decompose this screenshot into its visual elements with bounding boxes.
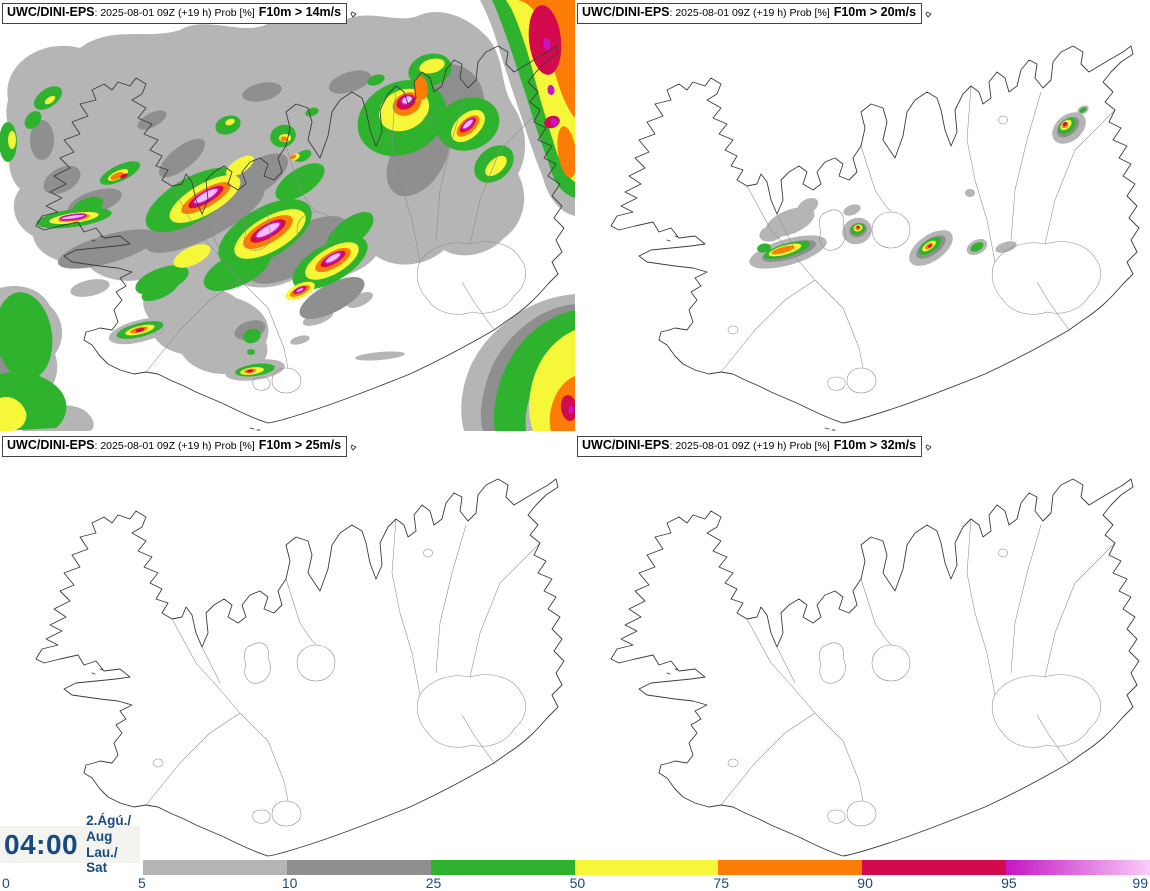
colorbar-segment (287, 860, 431, 875)
iceland-map (575, 0, 1150, 431)
threshold-label: F10m > 20m/s (833, 5, 917, 19)
map-panel-20ms (575, 0, 1150, 431)
map-panel-14ms (0, 0, 575, 431)
run-info: : 2025-08-01 09Z (+19 h) Prob [%] (94, 7, 255, 19)
valid-date-line1: 2.Ágú./ Aug (86, 813, 132, 844)
legend-tick: 25 (425, 875, 442, 891)
valid-date (86, 813, 140, 875)
colorbar-segment (143, 860, 287, 875)
run-info: : 2025-08-01 09Z (+19 h) Prob [%] (669, 7, 830, 19)
valid-time: 04:00 (4, 828, 79, 860)
legend-tick: 10 (281, 875, 298, 891)
threshold-label: F10m > 25m/s (258, 438, 342, 452)
colorbar-segment (862, 860, 1006, 875)
panel-title (2, 3, 347, 24)
legend-tick: 99 (1132, 875, 1148, 891)
panel-title (2, 436, 347, 457)
legend-tick: 50 (569, 875, 586, 891)
legend-tick: 75 (713, 875, 729, 891)
model-name: UWC/DINI-EPS (582, 438, 670, 452)
threshold-label: F10m > 32m/s (833, 438, 917, 452)
map-panel-25ms (0, 433, 575, 858)
legend-tick: 5 (138, 875, 146, 891)
colorbar-segment (431, 860, 575, 875)
colorbar-segment (1006, 860, 1150, 875)
valid-date-line2: Lau./ Sat (86, 844, 118, 876)
iceland-map (0, 0, 575, 431)
probability-field (746, 104, 1092, 276)
iceland-map (575, 433, 1150, 858)
iceland-map (0, 433, 575, 858)
colorbar-segment (718, 860, 862, 875)
colorbar-segment (575, 860, 719, 875)
panel-title (577, 436, 922, 457)
colorbar-ticks (0, 875, 1150, 891)
run-info: : 2025-08-01 09Z (+19 h) Prob [%] (94, 440, 255, 452)
model-name: UWC/DINI-EPS (7, 438, 95, 452)
colorbar (143, 860, 1150, 875)
legend-tick: 0 (2, 875, 10, 891)
legend-tick: 95 (1001, 875, 1017, 891)
run-info: : 2025-08-01 09Z (+19 h) Prob [%] (669, 440, 830, 452)
legend-tick: 90 (857, 875, 873, 891)
model-name: UWC/DINI-EPS (7, 5, 95, 19)
threshold-label: F10m > 14m/s (258, 5, 342, 19)
valid-time-box (0, 813, 140, 876)
map-panel-32ms (575, 433, 1150, 858)
panel-title (577, 3, 922, 24)
model-name: UWC/DINI-EPS (582, 5, 670, 19)
